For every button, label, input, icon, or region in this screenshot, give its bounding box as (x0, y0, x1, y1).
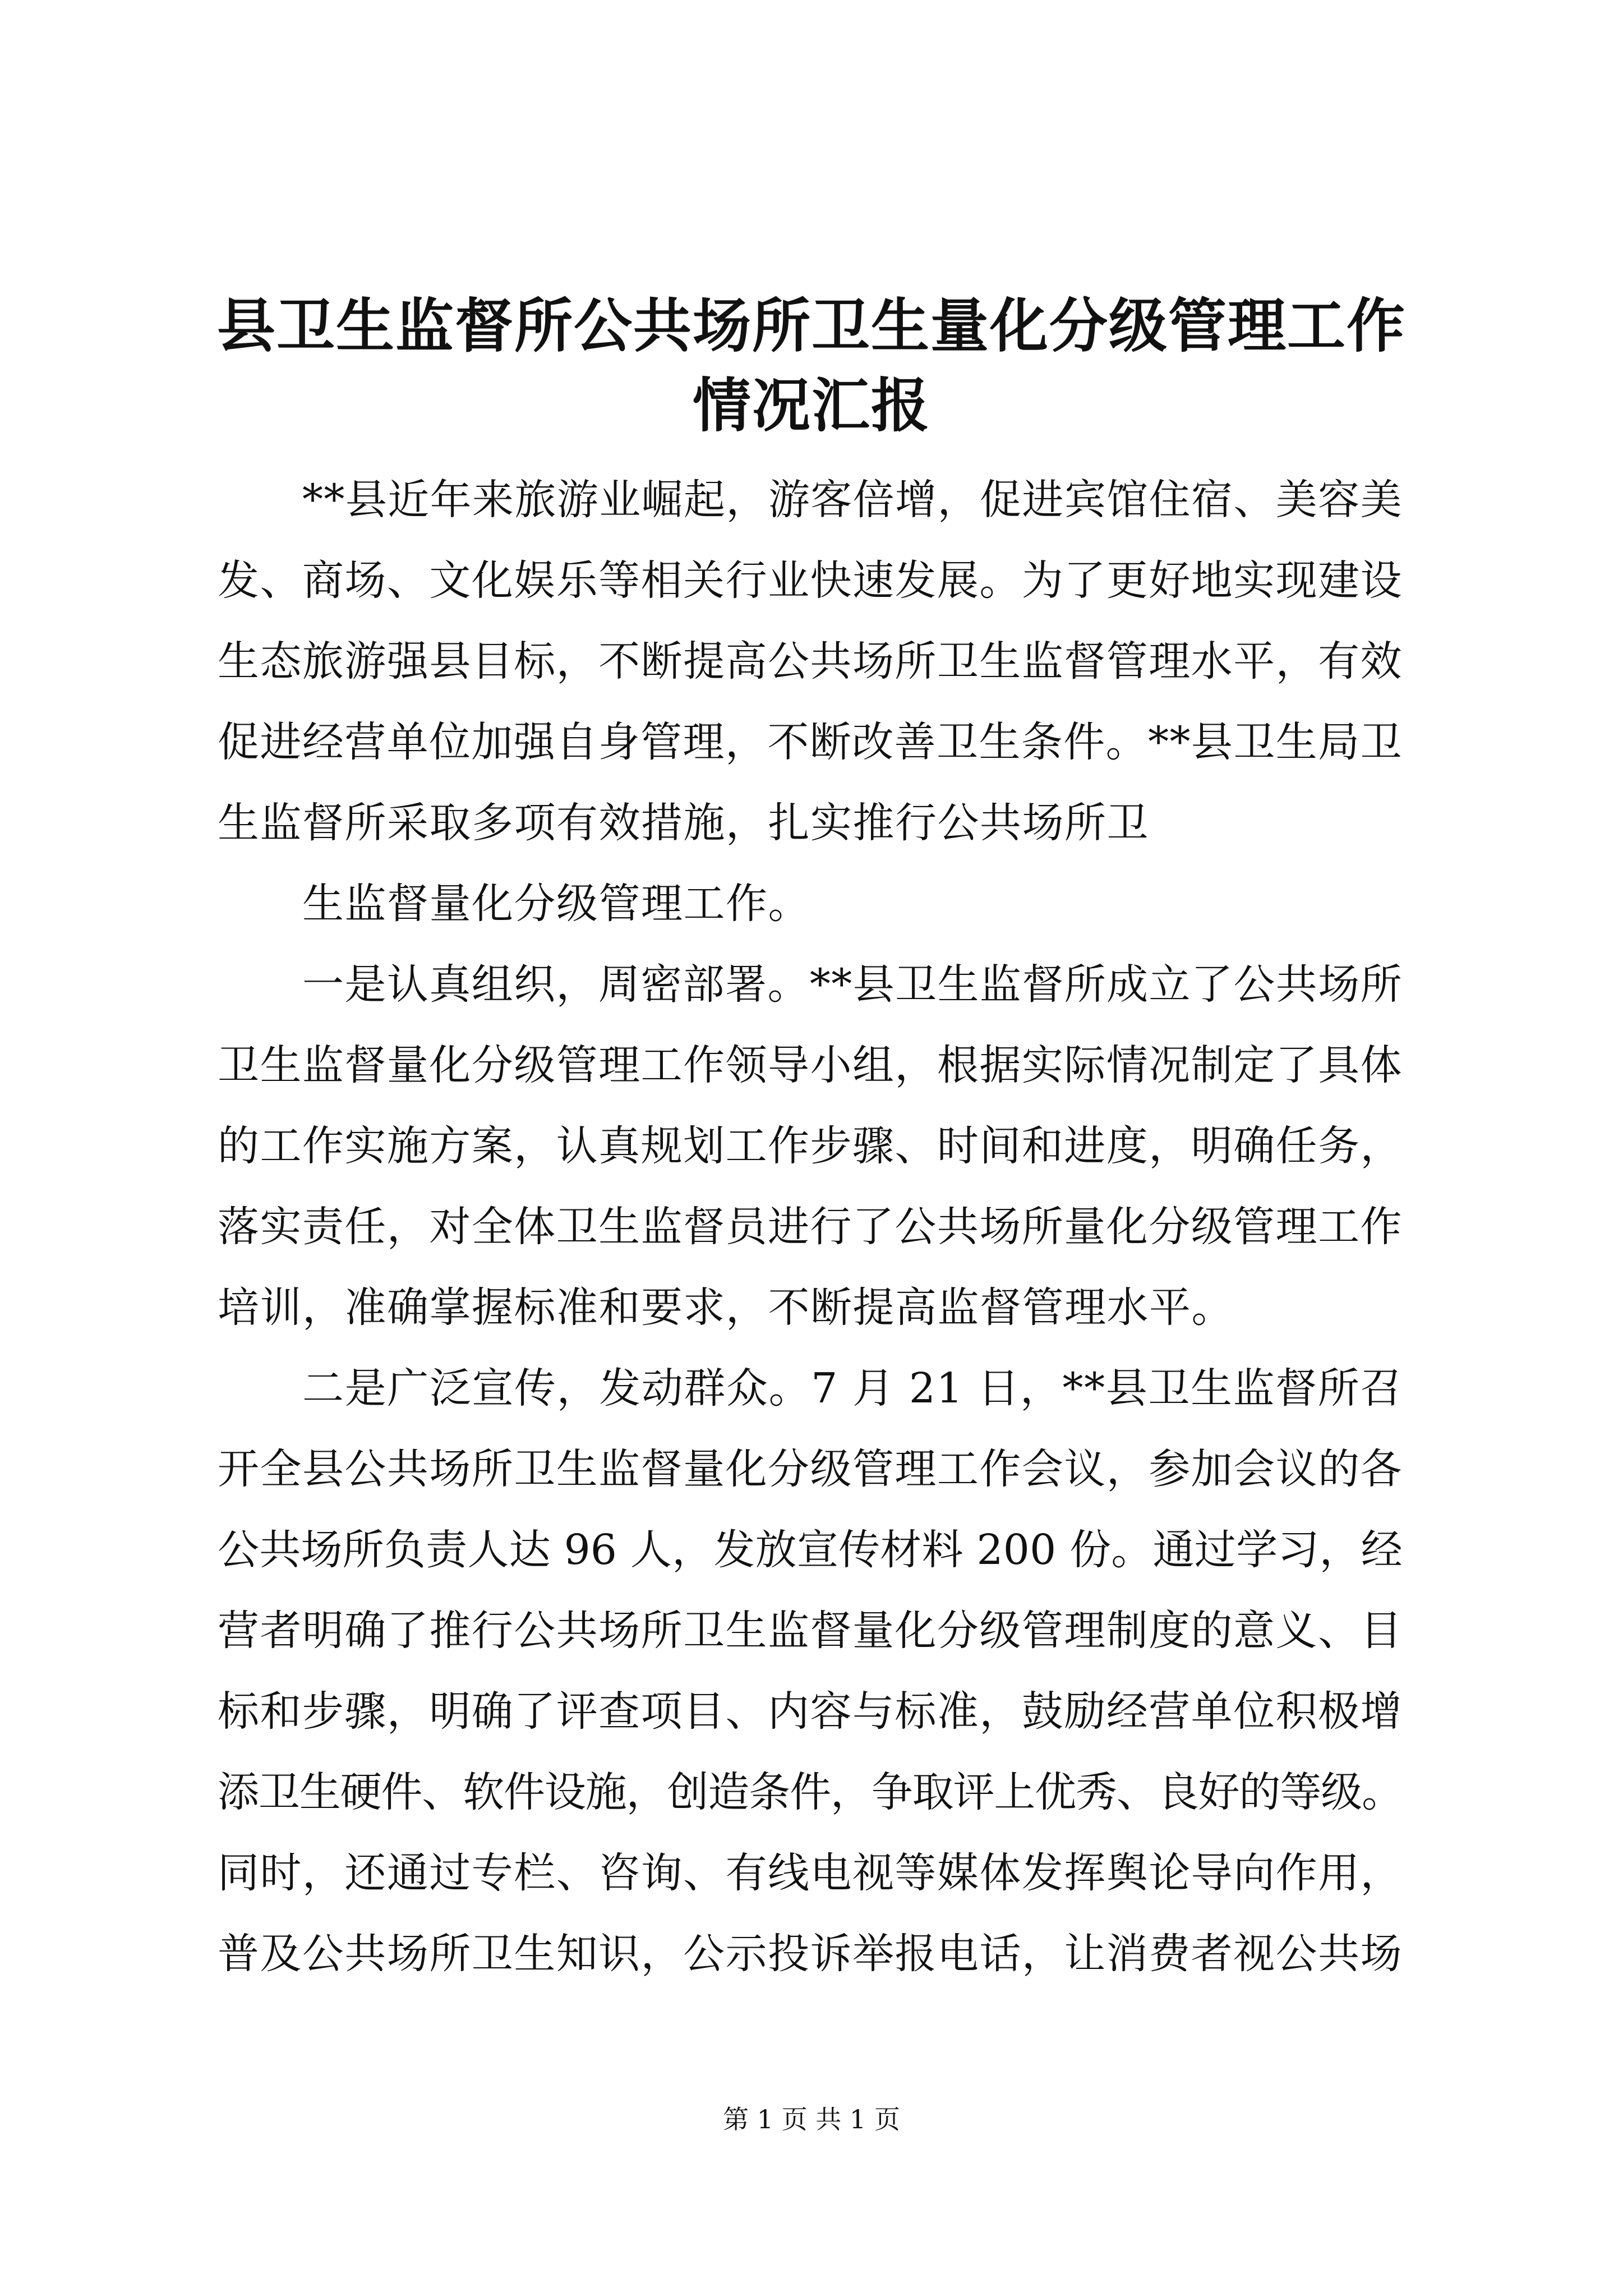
paragraph-1-line: **县近年来旅游业崛起，游客倍增，促进宾馆住宿、美容美 (302, 476, 1403, 524)
title-line: 情况汇报 (692, 371, 930, 440)
paragraph-4-line: 开全县公共场所卫生监督量化分级管理工作会议，参加会议的各 (218, 1445, 1403, 1493)
paragraph-3-line: 的工作实施方案，认真规划工作步骤、时间和进度，明确任务， (218, 1122, 1403, 1170)
paragraph-4-line: 公共场所负责人达 96 人，发放宣传材料 200 份。通过学习，经 (218, 1526, 1403, 1574)
page-footer: 第 1 页 共 1 页 (723, 2104, 900, 2134)
paragraph-4-line: 营者明确了推行公共场所卫生监督量化分级管理制度的意义、目 (218, 1607, 1403, 1655)
paragraph-1-line: 促进经营单位加强自身管理，不断改善卫生条件。**县卫生局卫 (218, 718, 1403, 766)
paragraph-3-line: 卫生监督量化分级管理工作领导小组，根据实际情况制定了具体 (218, 1041, 1403, 1089)
paragraph-4-line: 添卫生硬件、软件设施，创造条件，争取评上优秀、良好的等级。 (218, 1768, 1403, 1816)
paragraph-1-line: 生态旅游强县目标，不断提高公共场所卫生监督管理水平，有效 (218, 637, 1403, 685)
paragraph-2-line: 生监督量化分级管理工作。 (302, 880, 810, 928)
paragraph-4-line: 普及公共场所卫生知识，公示投诉举报电话，让消费者视公共场 (218, 1930, 1403, 1978)
paragraph-3-line: 培训，准确掌握标准和要求，不断提高监督管理水平。 (218, 1283, 1234, 1332)
paragraph-4-line: 标和步骤，明确了评查项目、内容与标准，鼓励经营单位积极增 (218, 1687, 1403, 1736)
title-line: 县卫生监督所公共场所卫生量化分级管理工作 (216, 291, 1406, 360)
document-title (0, 286, 1623, 445)
paragraph-1-line: 生监督所采取多项有效措施，扎实推行公共场所卫 (218, 799, 1149, 847)
paragraph-4-line: 同时，还通过专栏、咨询、有线电视等媒体发挥舆论导向作用， (218, 1849, 1403, 1897)
paragraph-3-line: 落实责任，对全体卫生监督员进行了公共场所量化分级管理工作 (218, 1203, 1403, 1251)
paragraph-4-line: 二是广泛宣传，发动群众。7 月 21 日，**县卫生监督所召 (302, 1364, 1403, 1412)
document-body (218, 459, 1403, 1994)
paragraph-1-line: 发、商场、文化娱乐等相关行业快速发展。为了更好地实现建设 (218, 556, 1403, 605)
paragraph-3-line: 一是认真组织，周密部署。**县卫生监督所成立了公共场所 (302, 960, 1403, 1009)
